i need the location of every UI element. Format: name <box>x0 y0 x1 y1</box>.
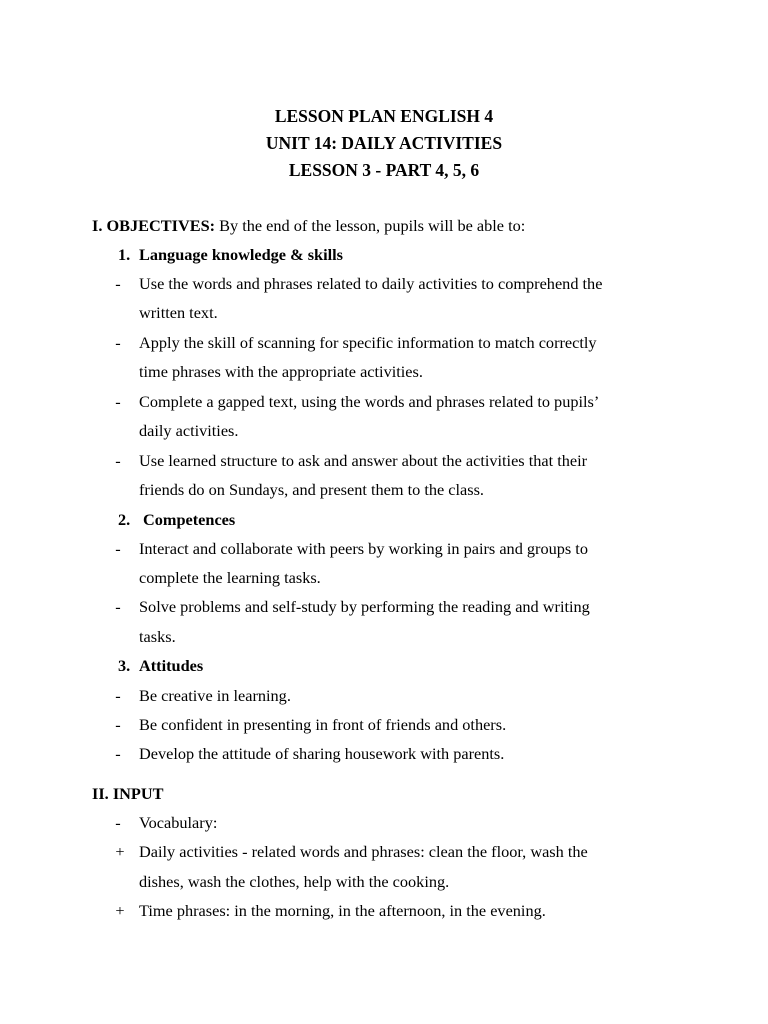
subsection-attitudes-heading <box>118 656 204 676</box>
subsection-title: Attitudes <box>139 656 204 675</box>
bullet-dash: - <box>115 715 121 734</box>
objective-line: tasks. <box>139 627 176 646</box>
objective-line: daily activities. <box>139 421 239 440</box>
title-line-3: LESSON 3 - PART 4, 5, 6 <box>288 160 480 180</box>
objective-line: time phrases with the appropriate activities. <box>139 362 423 381</box>
bullet-dash: - <box>115 597 121 616</box>
bullet-dash: - <box>115 333 121 352</box>
objectives-heading: I. OBJECTIVES: <box>92 216 216 235</box>
input-heading: II. INPUT <box>92 784 164 803</box>
objective-line: Interact and collaborate with peers by working in pairs and groups to <box>139 539 588 558</box>
bullet-dash: - <box>115 744 121 763</box>
bullet-dash: - <box>115 686 121 705</box>
objective-line: Use the words and phrases related to daily activities to comprehend the <box>139 274 603 293</box>
subsection-number: 1. <box>118 245 131 264</box>
objectives-intro: By the end of the lesson, pupils will be able to: <box>215 216 526 235</box>
objective-line: Complete a gapped text, using the words and phrases related to pupils’ <box>139 392 600 411</box>
subsection-number: 2. <box>118 510 131 529</box>
objective-line: written text. <box>139 303 218 322</box>
objective-line: Be confident in presenting in front of friends and others. <box>139 715 507 734</box>
objectives-heading-row <box>92 216 525 236</box>
objective-line: complete the learning tasks. <box>139 568 321 587</box>
input-line: Time phrases: in the morning, in the afternoon, in the evening. <box>139 901 546 920</box>
title-line-1: LESSON PLAN ENGLISH 4 <box>274 106 494 126</box>
subsection-number: 3. <box>118 656 131 675</box>
objective-line: Be creative in learning. <box>139 686 291 705</box>
objective-line: Use learned structure to ask and answer about the activities that their <box>139 451 588 470</box>
bullet-dash: - <box>115 813 121 832</box>
document-title <box>0 103 768 184</box>
bullet-dash: - <box>115 539 121 558</box>
subsection-competences-heading <box>118 510 236 530</box>
bullet-dash: - <box>115 392 121 411</box>
subsection-language-heading <box>118 245 344 265</box>
bullet-plus: + <box>115 901 125 920</box>
input-line: Vocabulary: <box>139 813 218 832</box>
subsection-title: Competences <box>143 510 236 529</box>
objective-line: Solve problems and self-study by performing the reading and writing <box>139 597 590 616</box>
title-line-2: UNIT 14: DAILY ACTIVITIES <box>265 133 503 153</box>
bullet-dash: - <box>115 451 121 470</box>
objective-line: Apply the skill of scanning for specific information to match correctly <box>139 333 597 352</box>
input-line: dishes, wash the clothes, help with the cooking. <box>139 872 450 891</box>
objective-line: Develop the attitude of sharing housework with parents. <box>139 744 505 763</box>
bullet-dash: - <box>115 274 121 293</box>
subsection-title: Language knowledge & skills <box>139 245 344 264</box>
bullet-plus: + <box>115 842 125 861</box>
input-line: Daily activities - related words and phrases: clean the floor, wash the <box>139 842 588 861</box>
objective-line: friends do on Sundays, and present them to the class. <box>139 480 485 499</box>
